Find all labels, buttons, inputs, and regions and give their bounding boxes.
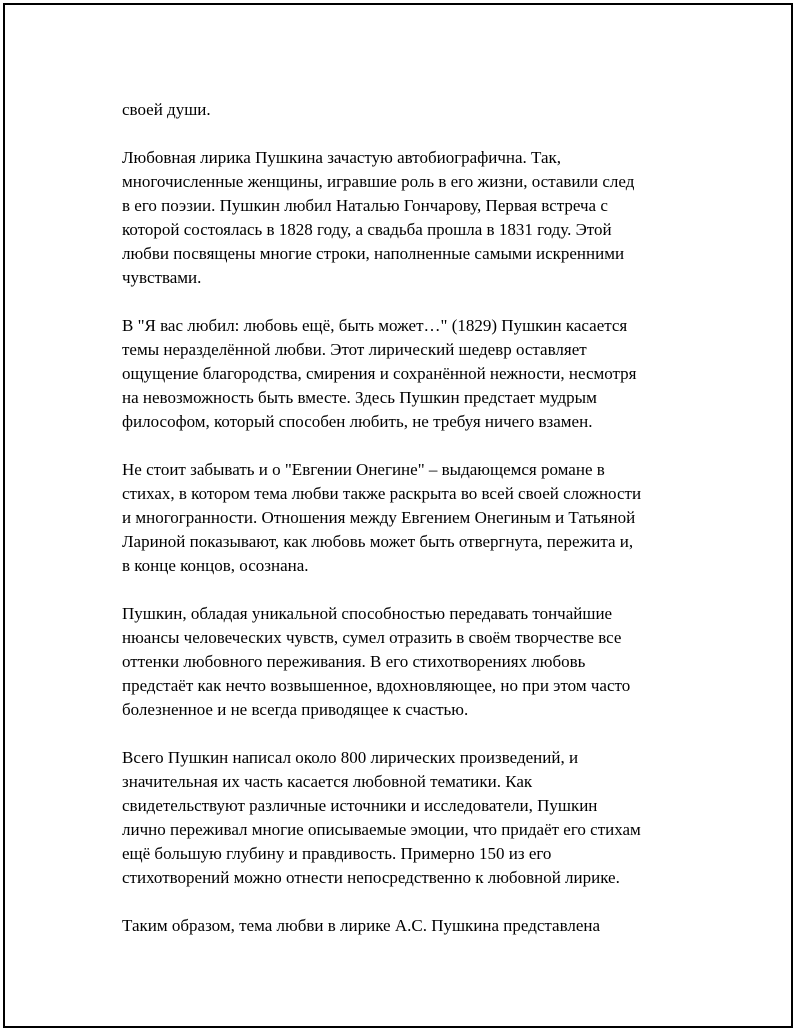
paragraph-1: своей души. [122, 100, 211, 119]
paragraph-3: В "Я вас любил: любовь ещё, быть может…" (1829) Пушкин касается темы неразделённой любви. Этот лирический шедевр оставляет ощущение благородства, смирения и сохранённой нежности, несмотря на невозможность быть вместе. Здесь Пушкин предстает мудрым философом, который способен любить, не требуя ничего взамен. [122, 316, 637, 431]
paragraph-5: Пушкин, обладая уникальной способностью передавать тончайшие нюансы человеческих чувств, сумел отразить в своём творчестве все оттенки любовного переживания. В его стихотворениях любовь предстаёт как нечто возвышенное, вдохновляющее, но при этом часто болезненное и не всегда приводящее к счастью. [122, 604, 631, 719]
paragraph-2: Любовная лирика Пушкина зачастую автобиографична. Так, многочисленные женщины, игравшие роль в его жизни, оставили след в его поэзии. Пушкин любил Наталью Гончарову, Первая встреча с которой состоялась в 1828 году, а свадьба прошла в 1831 году. Этой любви посвящены многие строки, наполненные самыми искренними чувствами. [122, 148, 635, 287]
paragraph-7: Таким образом, тема любви в лирике А.С. Пушкина представлена [122, 916, 601, 935]
paragraph-6: Всего Пушкин написал около 800 лирических произведений, и значительная их часть касается любовной тематики. Как свидетельствуют различные источники и исследователи, Пушкин лично переживал многие описываемые эмоции, что придаёт его стихам ещё большую глубину и правдивость. Примерно 150 из его стихотворений можно отнести непосредственно к любовной лирике. [122, 748, 641, 887]
document-body [122, 98, 692, 938]
paragraph-4: Не стоит забывать и о "Евгении Онегине" – выдающемся романе в стихах, в котором тема любви также раскрыта во всей своей сложности и многогранности. Отношения между Евгением Онегиным и Татьяной Лариной показывают, как любовь может быть отвергнута, пережита и, в конце концов, осознана. [122, 460, 642, 575]
document-page [3, 3, 793, 1028]
